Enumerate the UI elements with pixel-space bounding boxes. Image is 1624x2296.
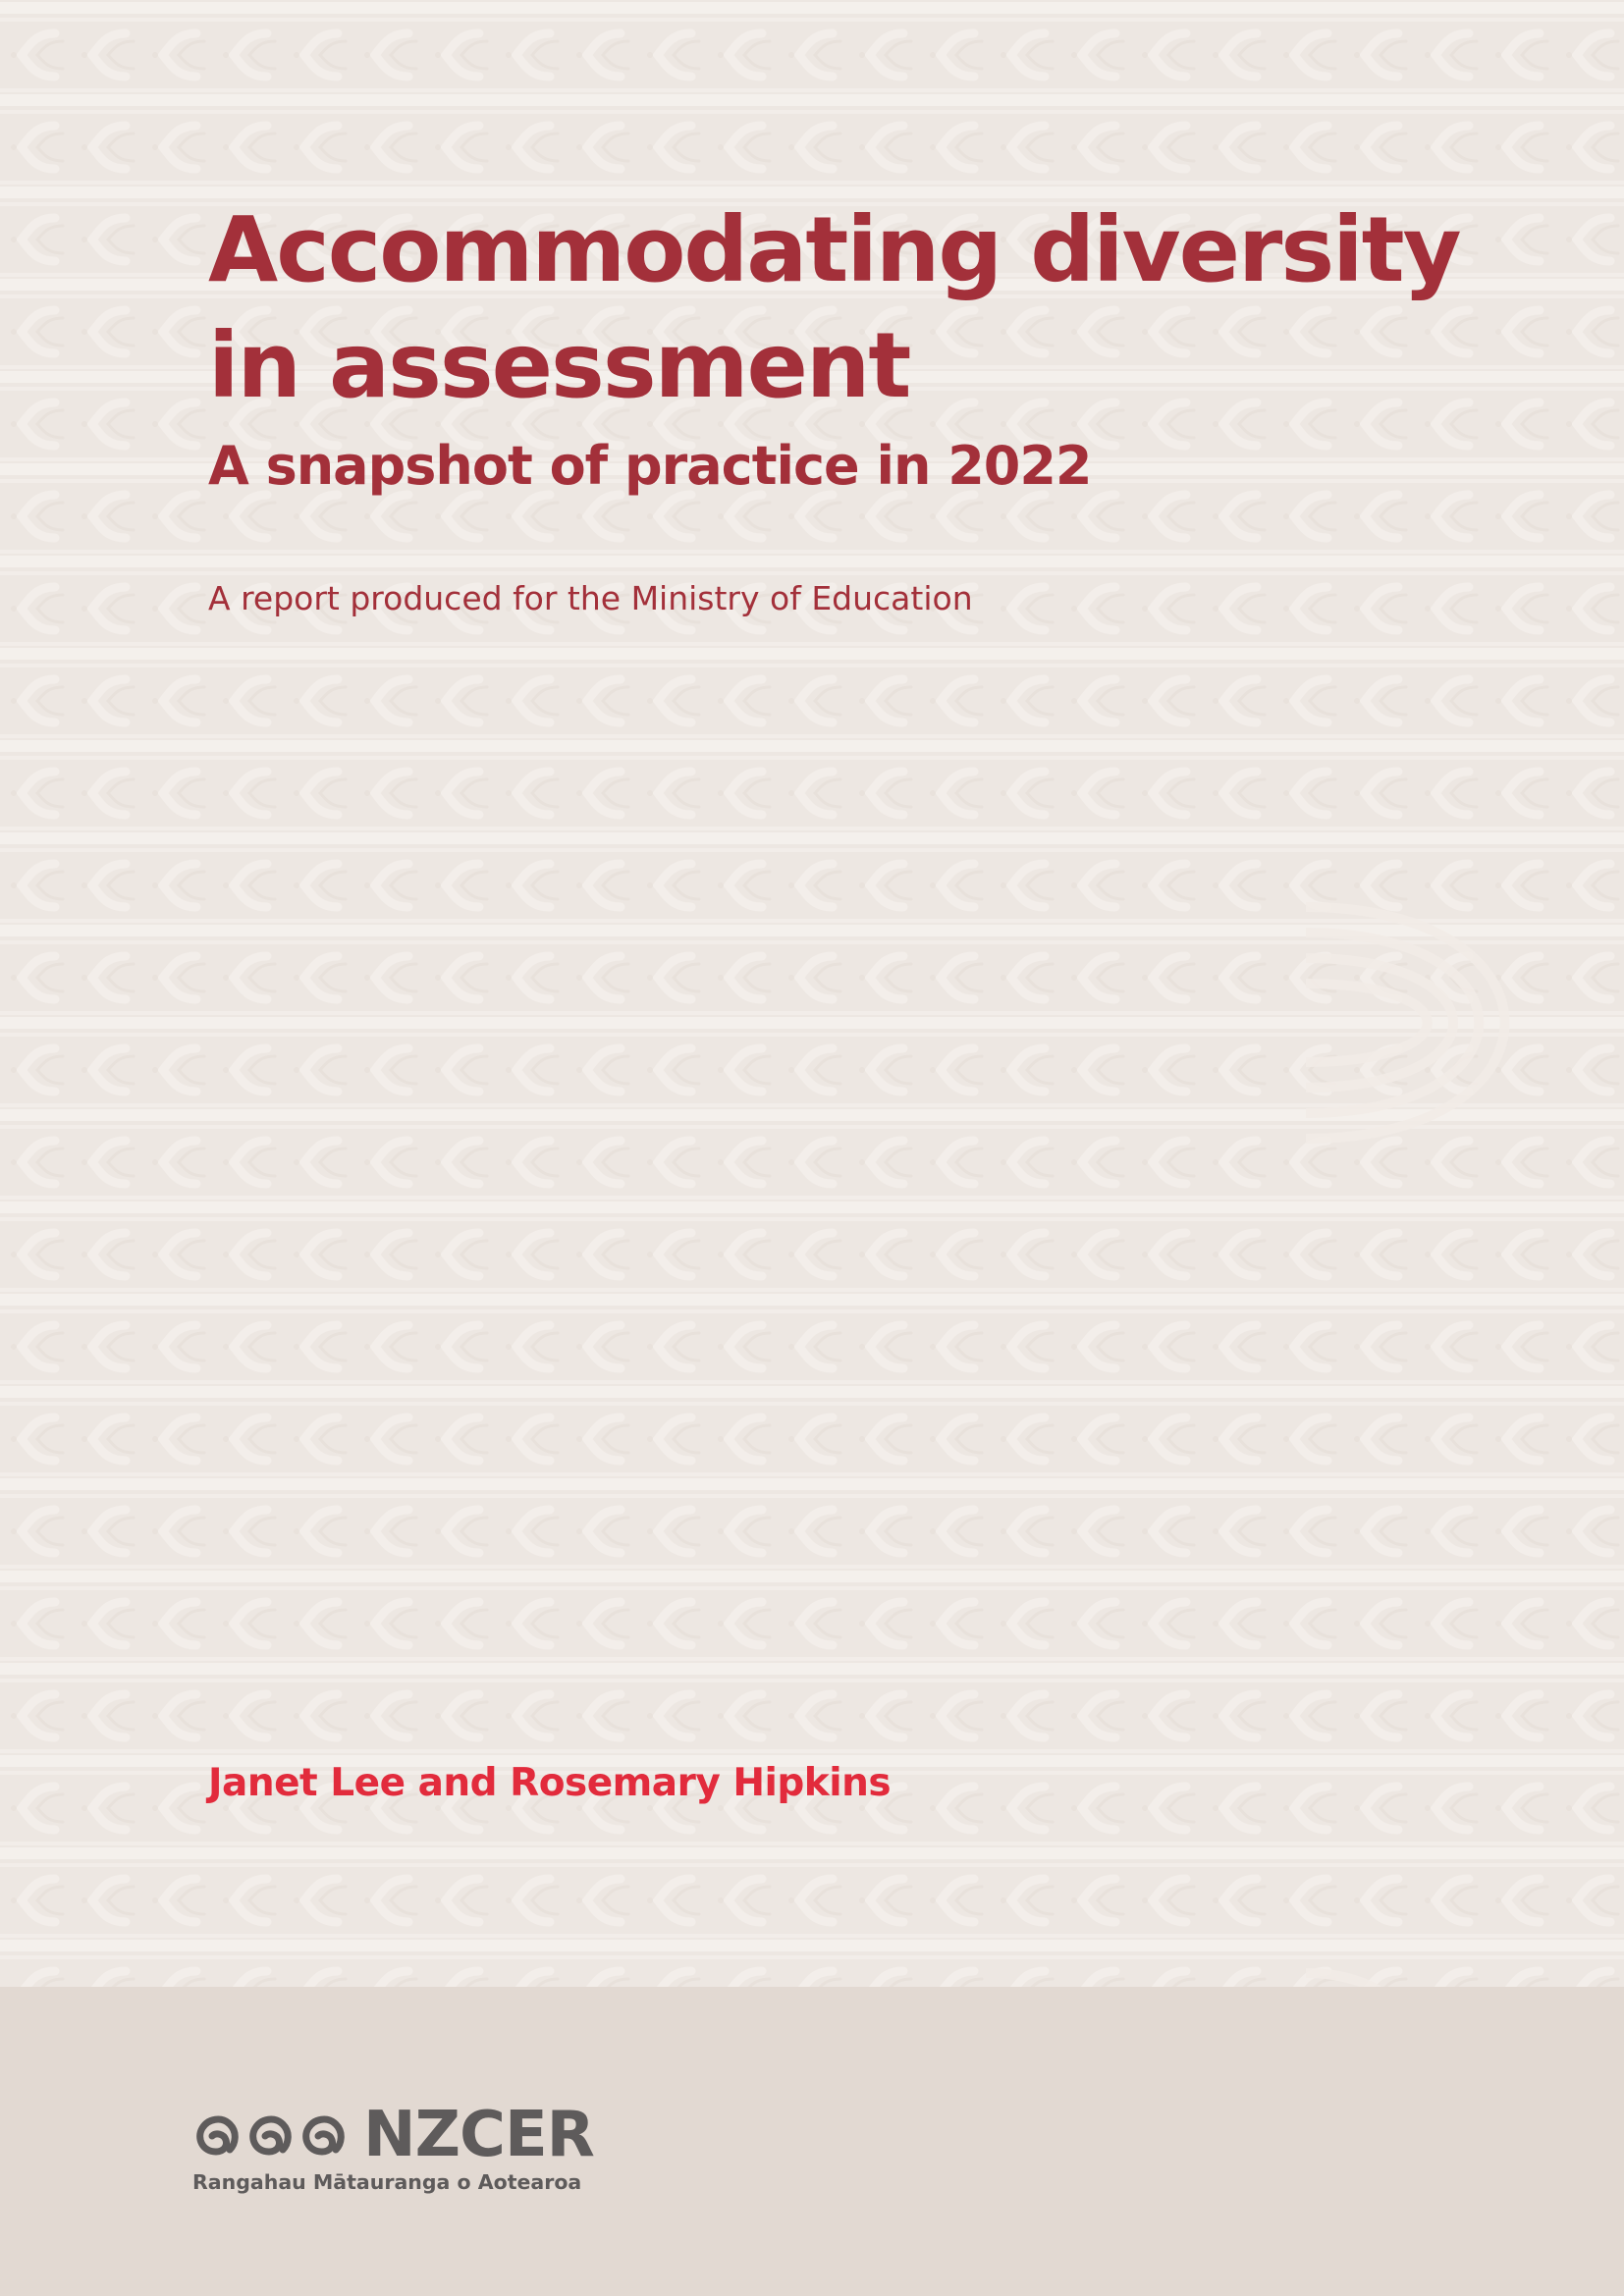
report-authors: Janet Lee and Rosemary Hipkins — [208, 1761, 892, 1805]
logo-wordmark: NZCER — [363, 2099, 594, 2171]
report-title — [208, 192, 1485, 424]
title-line-1: Accommodating diversity — [208, 197, 1460, 302]
title-line-2: in assessment — [208, 313, 910, 418]
triple-spiral-koru-icon — [192, 2103, 363, 2167]
report-commissioner-note: A report produced for the Ministry of Education — [208, 579, 973, 617]
logo-tagline: Rangahau Mātauranga o Aotearoa — [192, 2170, 582, 2194]
nzcer-logo — [192, 2099, 594, 2201]
report-subtitle: A snapshot of practice in 2022 — [208, 435, 1092, 497]
